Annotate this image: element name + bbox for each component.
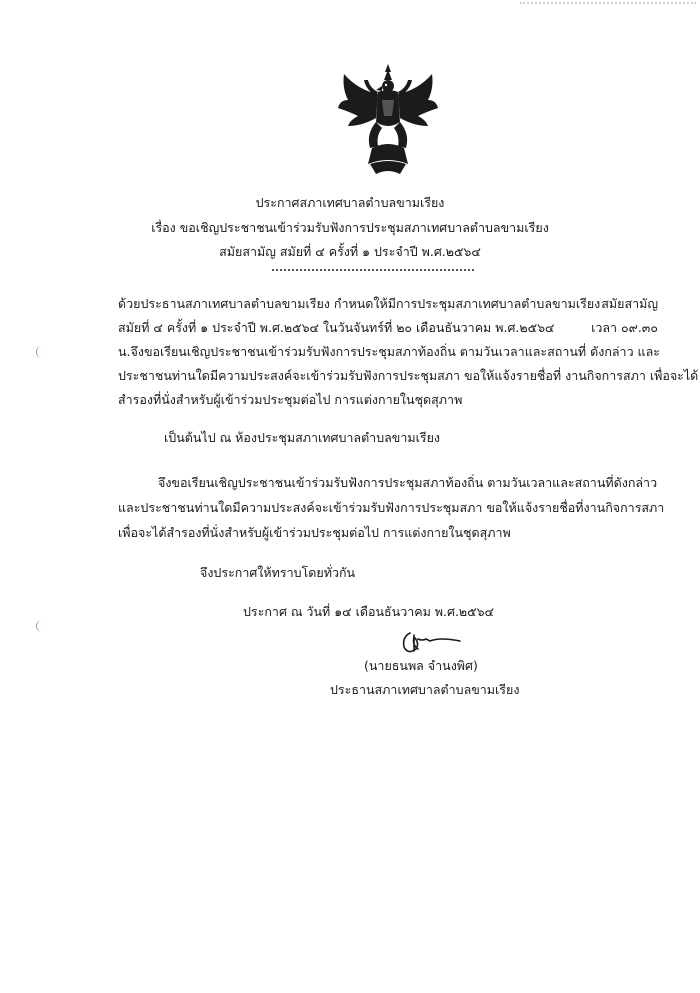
signer-position: ประธานสภาเทศบาลตำบลขามเรียง xyxy=(330,682,520,697)
announcement-date: ประกาศ ณ วันที่ ๑๔ เดือนธันวาคม พ.ศ.๒๕๖๔ xyxy=(243,604,495,619)
hole-punch-mark xyxy=(36,346,49,358)
paragraph-3-line-2: และประชาชนท่านใดมีความประสงค์จะเข้าร่วมรับฟังการประชุมสภา ขอให้แจ้งรายชื่อที่งานกิจการสภา xyxy=(118,500,665,515)
signer-name: (นายธนพล จำนงพิศ) xyxy=(364,658,478,673)
garuda-emblem-icon xyxy=(336,60,440,176)
paragraph-1-line-4: ประชาชนท่านใดมีความประสงค์จะเข้าร่วมรับฟังการประชุมสภา ขอให้แจ้งรายชื่อที่ งานกิจการสภา เพื่อจะได้ xyxy=(118,368,699,383)
paragraph-1-session-type: สมัยสามัญ xyxy=(601,296,658,311)
announcement-title: ประกาศสภาเทศบาลตำบลขามเรียง xyxy=(255,195,445,210)
paragraph-1-line-2 xyxy=(118,320,658,336)
handwritten-signature xyxy=(400,627,464,657)
session-line: สมัยสามัญ สมัยที่ ๔ ครั้งที่ ๑ ประจำปี พ.ศ.๒๕๖๔ xyxy=(219,244,481,259)
paragraph-1-line-5: สำรองที่นั่งสำหรับผู้เข้าร่วมประชุมต่อไป การแต่งกายในชุดสุภาพ xyxy=(118,392,463,407)
scan-edge-marks xyxy=(520,2,696,6)
header-divider xyxy=(272,269,474,271)
paragraph-3-line-1: จึงขอเรียนเชิญประชาชนเข้าร่วมรับฟังการประชุมสภาท้องถิ่น ตามวันเวลาและสถานที่ดังกล่าว xyxy=(158,475,658,490)
subject-line: เรื่อง ขอเชิญประชาชนเข้าร่วมรับฟังการประชุมสภาเทศบาลตำบลขามเรียง xyxy=(151,220,549,235)
paragraph-1-line-3: น.จึงขอเรียนเชิญประชาชนเข้าร่วมรับฟังการประชุมสภาท้องถิ่น ตามวันเวลาและสถานที่ ดังกล่าว และ xyxy=(118,344,660,359)
paragraph-1-line-1 xyxy=(118,296,658,312)
closing-statement: จึงประกาศให้ทราบโดยทั่วกัน xyxy=(200,565,356,580)
paragraph-2: เป็นต้นไป ณ ห้องประชุมสภาเทศบาลตำบลขามเรียง xyxy=(164,430,441,445)
paragraph-1-line-2-text: สมัยที่ ๔ ครั้งที่ ๑ ประจำปี พ.ศ.๒๕๖๔ ในวันจันทร์ที่ ๒๐ เดือนธันวาคม พ.ศ.๒๕๖๔ xyxy=(118,320,555,335)
hole-punch-mark xyxy=(36,620,49,632)
paragraph-3-line-3: เพื่อจะได้สำรองที่นั่งสำหรับผู้เข้าร่วมประชุมต่อไป การแต่งกายในชุดสุภาพ xyxy=(118,525,511,540)
paragraph-1-time: เวลา ๐๙.๓๐ xyxy=(591,320,658,335)
paragraph-1-line-1-text: ด้วยประธานสภาเทศบาลตำบลขามเรียง กำหนดให้มีการประชุมสภาเทศบาลตำบลขามเรียง xyxy=(118,296,601,311)
